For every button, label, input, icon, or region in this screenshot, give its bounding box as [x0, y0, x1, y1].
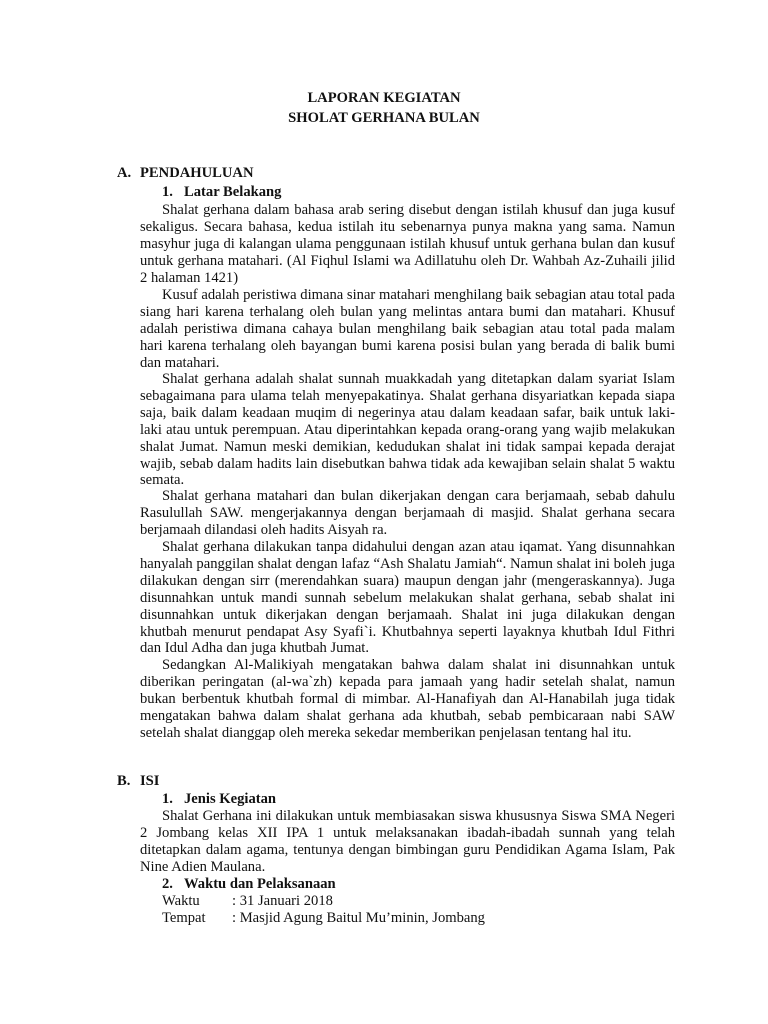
paragraph-a-2: Kusuf adalah peristiwa dimana sinar matahari menghilang baik sebagian atau total pada siang hari karena terhalang oleh bulan yang melintas antara bumi dan matahari. Khusuf adalah peristiwa dimana cahaya bulan menghilang baik sebagian atau total pada malam hari karena terhalang oleh bayangan bumi karena posisi bulan yang berada di balik bumi dan matahari. — [140, 287, 675, 371]
subsection-b1-number: 1. — [162, 791, 173, 807]
section-a-title: PENDAHULUAN — [140, 165, 254, 181]
paragraph-a-4: Shalat gerhana matahari dan bulan dikerjakan dengan cara berjamaah, sebab dahulu Rasulullah SAW. mengerjakannya dengan berjamaah di masjid. Shalat gerhana secara berjamaah dilandasi oleh hadits Aisyah ra. — [140, 488, 675, 538]
paragraph-a-6: Sedangkan Al-Malikiyah mengatakan bahwa dalam shalat ini disunnahkan untuk diberikan peringatan (al-wa`zh) kepada para jamaah yang hadir setelah shalat, namun bukan berbentuk khutbah formal di mimbar. Al-Hanafiyah dan Al-Hanabilah juga tidak mengatakan bahwa dalam shalat gerhana ada khutbah, sebab pembicaraan nabi SAW setelah shalat dianggap oleh mereka sekedar memberikan penjelasan tentang hal itu. — [140, 657, 675, 741]
paragraph-a-1: Shalat gerhana dalam bahasa arab sering disebut dengan istilah khusuf dan juga kusuf sekaligus. Secara bahasa, kedua istilah itu sebenarnya punya makna yang sama. Namun masyhur juga di kalangan ulama penggunaan istilah khusuf untuk gerhana bulan dan kusuf untuk gerhana matahari. (Al Fiqhul Islami wa Adillatuhu oleh Dr. Wahbah Az-Zuhaili jilid 2 halaman 1421) — [140, 202, 675, 286]
waktu-row — [162, 893, 333, 910]
section-a-letter: A. — [117, 165, 132, 181]
paragraph-a-5: Shalat gerhana dilakukan tanpa didahului dengan azan atau iqamat. Yang disunnahkan hanyalah panggilan shalat dengan lafaz “Ash Shalatu Jamiah“. Namun shalat ini boleh juga dilakukan dengan sirr (merendahkan suara) maupun dengan jahr (mengeraskannya). Juga disunnahkan untuk mandi sunnah sebelum melakukan shalat gerhana, sebab shalat ini disunnahkan untuk dikerjakan dengan berjamaah. Shalat ini juga dilakukan dengan khutbah menurut pendapat Asy Syafi`i. Khutbahnya seperti layaknya khutbah Idul Fithri dan Idul Adha dan juga khutbah Jumat. — [140, 539, 675, 657]
title-line-1: LAPORAN KEGIATAN — [307, 90, 461, 106]
subsection-a1-heading — [162, 184, 281, 201]
subsection-a1-number: 1. — [162, 184, 173, 200]
section-b-heading — [117, 773, 159, 790]
title-line-2: SHOLAT GERHANA BULAN — [288, 110, 480, 126]
tempat-value: : Masjid Agung Baitul Mu’minin, Jombang — [232, 910, 485, 926]
tempat-label: Tempat — [162, 910, 206, 926]
subsection-b1-heading — [162, 791, 276, 808]
subsection-b2-number: 2. — [162, 876, 173, 892]
tempat-row — [162, 910, 485, 927]
waktu-value: : 31 Januari 2018 — [232, 893, 333, 909]
subsection-b2-heading — [162, 876, 336, 893]
paragraph-a-3: Shalat gerhana adalah shalat sunnah muakkadah yang ditetapkan dalam syariat Islam sebagaimana para ulama telah menyepakatinya. Shalat gerhana disyariatkan kepada siapa saja, baik dalam keadaan muqim di negerinya atau dalam keadaan safar, baik untuk laki-laki atau untuk perempuan. Atau diperintahkan kepada orang-orang yang wajib melakukan shalat Jumat. Namun meski demikian, kedudukan shalat ini tidak sampai kepada derajat wajib, sebab dalam hadits lain disebutkan bahwa tidak ada kewajiban selain shalat 5 waktu semata. — [140, 371, 675, 489]
paragraph-b-1: Shalat Gerhana ini dilakukan untuk membiasakan siswa khususnya Siswa SMA Negeri 2 Jombang kelas XII IPA 1 untuk melaksanakan ibadah-ibadah sunnah yang telah ditetapkan dalam agama, tentunya dengan bimbingan guru Pendidikan Agama Islam, Pak Nine Adien Maulana. — [140, 808, 675, 875]
section-b-letter: B. — [117, 773, 131, 789]
waktu-label: Waktu — [162, 893, 200, 909]
subsection-a1-title: Latar Belakang — [184, 184, 282, 200]
subsection-b2-title: Waktu dan Pelaksanaan — [184, 876, 336, 892]
subsection-b1-title: Jenis Kegiatan — [184, 791, 277, 807]
document-title — [0, 88, 768, 128]
section-a-heading — [117, 165, 254, 182]
section-b-title: ISI — [140, 773, 160, 789]
